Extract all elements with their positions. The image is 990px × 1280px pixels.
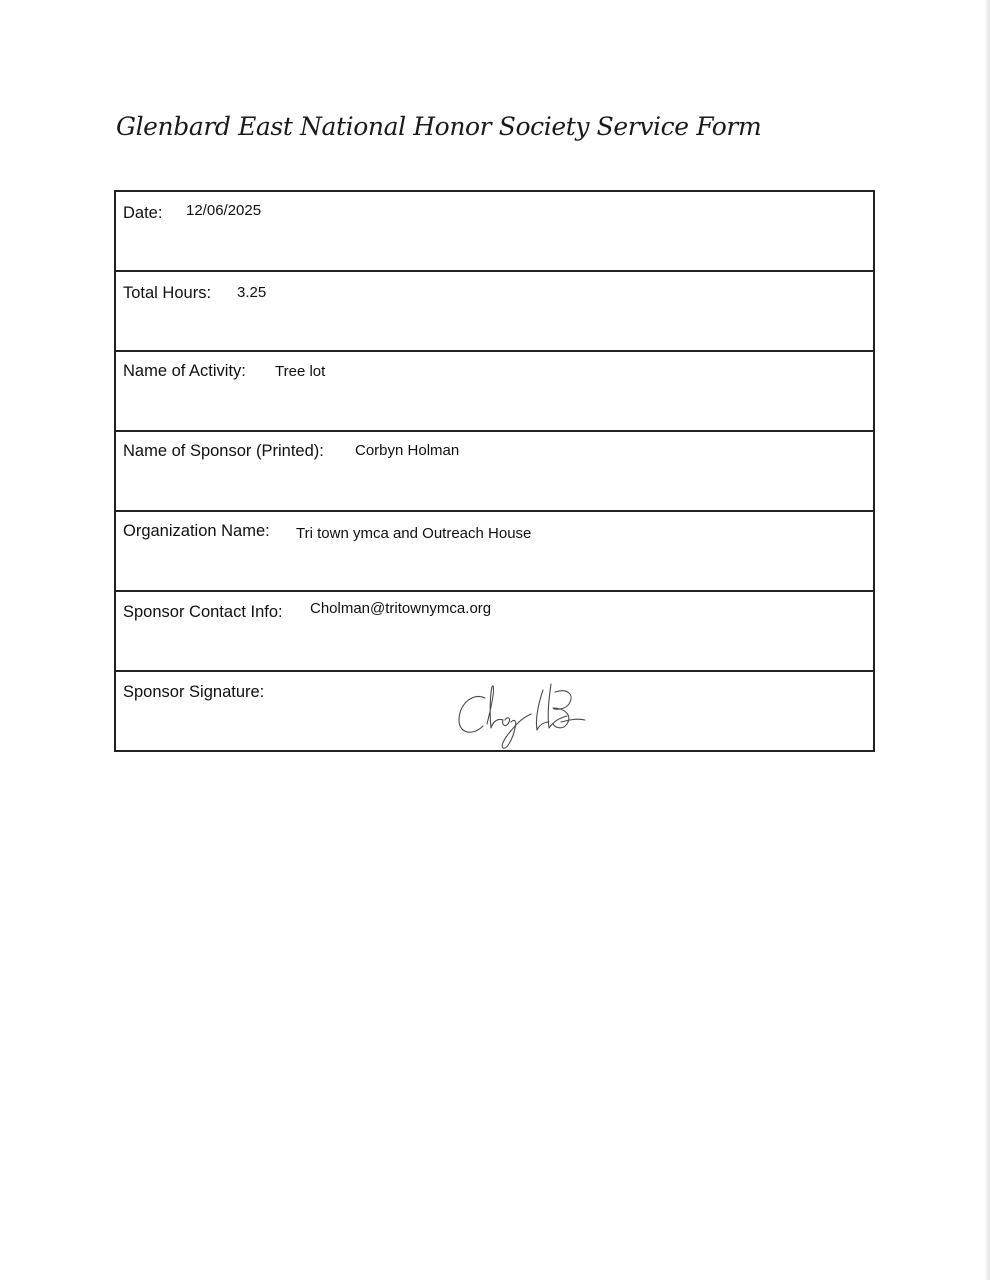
form-row-total-hours bbox=[116, 272, 873, 352]
contact-label: Sponsor Contact Info: bbox=[123, 603, 283, 621]
total-hours-value: 3.25 bbox=[237, 284, 267, 301]
sponsor-signature bbox=[451, 678, 591, 750]
form-row-signature bbox=[116, 672, 873, 750]
organization-label: Organization Name: bbox=[123, 522, 270, 540]
form-row-sponsor-name bbox=[116, 432, 873, 512]
sponsor-name-value: Corbyn Holman bbox=[355, 442, 460, 459]
form-row-activity bbox=[116, 352, 873, 432]
form-row-organization bbox=[116, 512, 873, 592]
form-title: Glenbard East National Honor Society Service Form bbox=[116, 112, 762, 141]
signature-label: Sponsor Signature: bbox=[123, 683, 265, 701]
activity-label: Name of Activity: bbox=[123, 362, 246, 380]
form-row-contact bbox=[116, 592, 873, 672]
page-edge bbox=[986, 0, 990, 1280]
sponsor-name-label: Name of Sponsor (Printed): bbox=[123, 442, 324, 460]
date-label: Date: bbox=[123, 204, 163, 222]
date-value: 12/06/2025 bbox=[186, 202, 262, 219]
organization-value: Tri town ymca and Outreach House bbox=[296, 525, 532, 542]
total-hours-label: Total Hours: bbox=[123, 284, 212, 302]
contact-value: Cholman@tritownymca.org bbox=[310, 600, 492, 617]
activity-value: Tree lot bbox=[275, 363, 326, 380]
service-form-table bbox=[114, 190, 875, 752]
form-row-date bbox=[116, 192, 873, 272]
